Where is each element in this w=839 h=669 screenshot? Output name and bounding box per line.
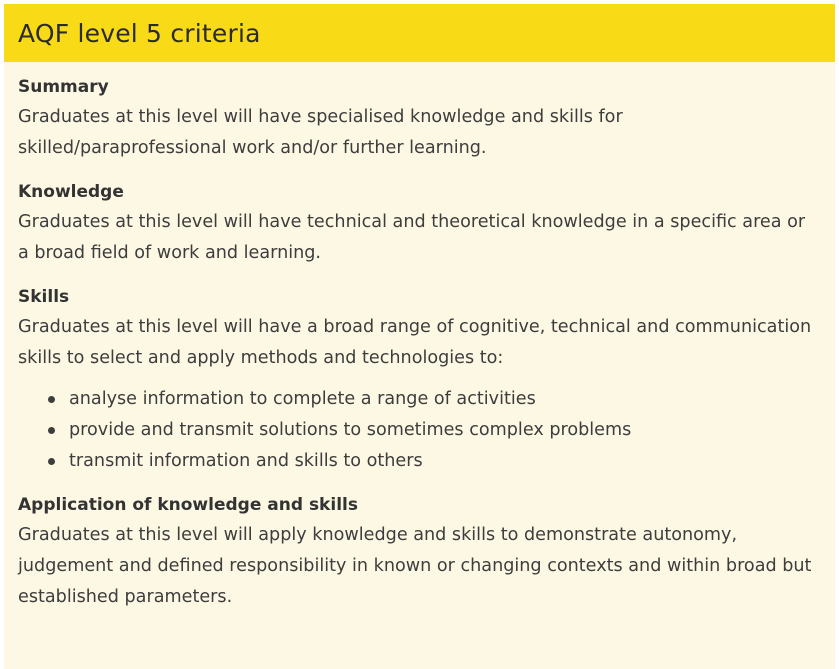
list-item [48,446,821,477]
section-heading: Knowledge [18,182,124,202]
section-summary [18,76,821,164]
section-text: Graduates at this level will have specialised knowledge and skills for skilled/paraprofessional work and/or further learning. [18,107,623,158]
bullet-icon [48,458,55,465]
section-text: Graduates at this level will have technical and theoretical knowledge in a specific area or a broad field of work and learning. [18,212,806,263]
list-item-text: transmit information and skills to others [69,451,423,471]
list-item-text: analyse information to complete a range of activities [69,389,536,409]
section-heading: Application of knowledge and skills [18,495,358,515]
bullet-icon [48,427,55,434]
bullet-icon [48,396,55,403]
panel-header [4,4,835,62]
section-heading: Skills [18,287,70,307]
skills-bullet-list [18,384,821,477]
section-text: Graduates at this level will apply knowledge and skills to demonstrate autonomy, judgement and defined responsibility in known or changing contexts and within broad but established parameters. [18,525,812,607]
section-text: Graduates at this level will have a broad range of cognitive, technical and communication skills to select and apply methods and technologies to: [18,317,812,368]
criteria-panel [4,4,835,669]
section-skills [18,286,821,477]
panel-body [4,62,835,613]
section-knowledge [18,181,821,269]
panel-title: AQF level 5 criteria [18,18,261,48]
list-item [48,415,821,446]
section-application [18,494,821,613]
section-heading: Summary [18,77,109,97]
list-item-text: provide and transmit solutions to sometimes complex problems [69,420,632,440]
list-item [48,384,821,415]
